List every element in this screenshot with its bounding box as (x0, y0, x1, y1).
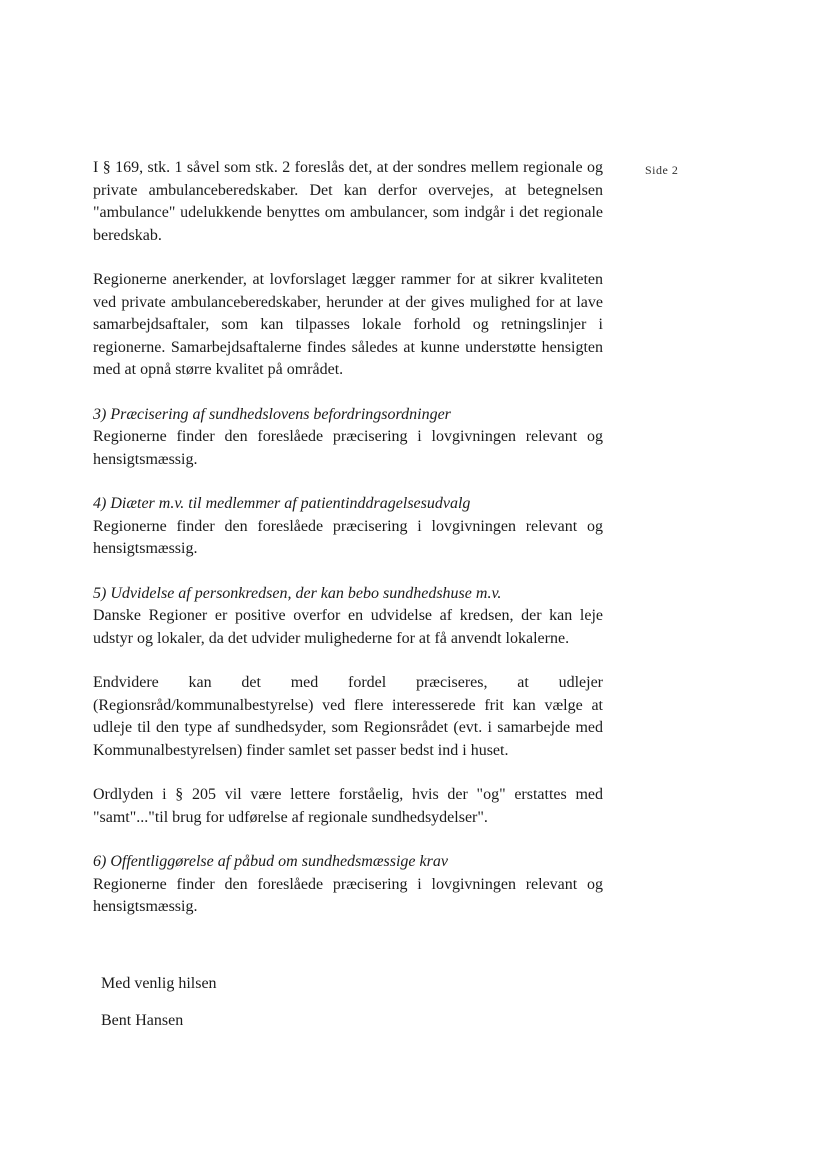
section-heading: 5) Udvidelse af personkredsen, der kan bebo sundhedshuse m.v. (93, 584, 502, 602)
section-body: Regionerne finder den foreslåede præcisering i lovgivningen relevant og hensigtsmæssig. (93, 875, 603, 915)
paragraph-udlejer: Endvidere kan det med fordel præciseres, at udlejer (Regionsråd/kommunalbestyrelse) ved flere interesserede frit kan vælge at udleje til den type af sundhedsyder, som Regionsrådet (evt. i samarbejde med Kommunalbestyrelsen) finder samlet set passer bedst ind i huset. (93, 674, 603, 759)
letter-body (93, 157, 603, 941)
paragraph-ambulance: I § 169, stk. 1 såvel som stk. 2 foreslås det, at der sondres mellem regionale og private ambulanceberedskaber. Det kan derfor overvejes, at betegnelsen "ambulance" udelukkende benyttes om ambulancer, som indgår i det regionale beredskab. (93, 159, 603, 244)
section-body: Regionerne finder den foreslåede præcisering i lovgivningen relevant og hensigtsmæssig. (93, 428, 603, 468)
section-offentliggoerelse (93, 851, 603, 919)
paragraph-ordlyd: Ordlyden i § 205 vil være lettere forståelig, hvis der "og" erstattes med "samt"..."til brug for udførelse af regionale sundhedsydelser". (93, 786, 603, 826)
signature-block (101, 973, 217, 1032)
section-heading: 6) Offentliggørelse af påbud om sundhedsmæssige krav (93, 853, 448, 870)
section-heading: 3) Præcisering af sundhedslovens befordringsordninger (93, 405, 451, 423)
paragraph-quality: Regionerne anerkender, at lovforslaget lægger rammer for at sikrer kvaliteten ved private ambulanceberedskaber, herunder at der gives mulighed for at lave samarbejdsaftaler, som kan tilpasses lokale forhold og retningslinjer i regionerne. Samarbejdsaftalerne findes således at kunne understøtte hensigten med at opnå større kvalitet på området. (93, 271, 603, 378)
section-heading: 4) Diæter m.v. til medlemmer af patientinddragelsesudvalg (93, 495, 471, 512)
section-befordring (93, 404, 603, 472)
closing-greeting: Med venlig hilsen (101, 975, 217, 992)
signer-name: Bent Hansen (101, 1012, 184, 1029)
section-body: Regionerne finder den foreslåede præcisering i lovgivningen relevant og hensigtsmæssig. (93, 517, 603, 557)
page-number: Side 2 (645, 163, 679, 177)
section-sundhedshuse (93, 583, 603, 651)
section-diaeter (93, 493, 603, 561)
section-body: Danske Regioner er positive overfor en udvidelse af kredsen, der kan leje udstyr og lokaler, da det udvider mulighederne for at få anvendt lokalerne. (93, 607, 603, 647)
